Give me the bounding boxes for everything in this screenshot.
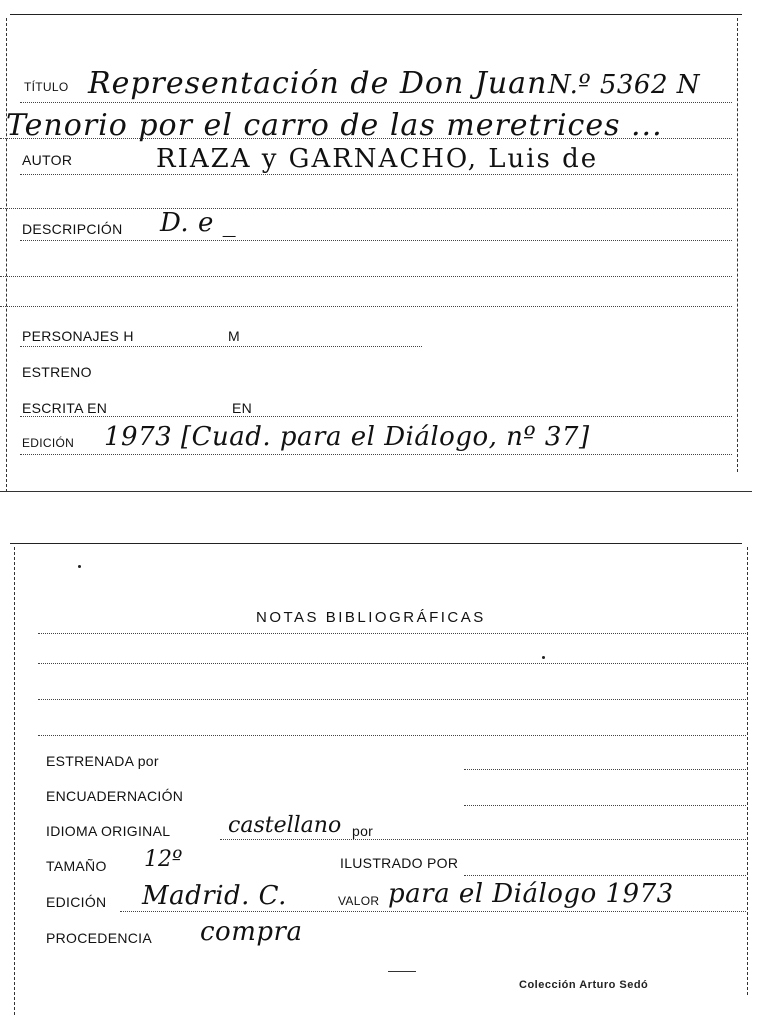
catalog-card-bottom xyxy=(0,543,752,1015)
procedencia-label: PROCEDENCIA xyxy=(46,930,152,946)
rule-autor xyxy=(20,174,732,175)
rule-estrenada xyxy=(464,769,746,770)
por-label: por xyxy=(352,823,374,839)
edicion-value: Madrid. C. xyxy=(142,881,287,911)
rule-titulo xyxy=(20,102,732,103)
rule-notas-1 xyxy=(38,633,746,634)
en-label: EN xyxy=(232,400,253,416)
estreno-label: ESTRENO xyxy=(22,364,92,380)
card-left-edge xyxy=(14,547,15,1015)
ink-speck xyxy=(542,656,545,659)
valor-label: VALOR xyxy=(338,894,380,908)
pen-stroke xyxy=(388,971,416,972)
collection-stamp: Colección Arturo Sedó xyxy=(519,979,649,991)
catalog-number: N.º 5362 N xyxy=(548,70,701,100)
rule-descripcion xyxy=(20,240,732,241)
edicion-label: EDICIÓN xyxy=(46,894,107,910)
valor-value: para el Diálogo 1973 xyxy=(388,879,674,909)
card-left-edge xyxy=(6,18,7,492)
rule-edicion xyxy=(120,911,746,912)
personajes-m-label: M xyxy=(228,328,240,344)
autor-value: RIAZA y GARNACHO, Luis de xyxy=(156,144,599,174)
card-right-edge xyxy=(737,18,738,472)
rule-idioma xyxy=(220,839,746,840)
rule-blank-3 xyxy=(0,306,732,307)
card-top-edge xyxy=(10,14,742,15)
rule-edicion xyxy=(20,454,732,455)
ink-speck xyxy=(78,565,81,568)
edicion-label: EDICIÓN xyxy=(22,436,75,450)
rule-escrita xyxy=(20,416,732,417)
rule-notas-4 xyxy=(38,735,746,736)
edicion-value: 1973 [Cuad. para el Diálogo, nº 37] xyxy=(104,422,590,452)
notas-heading: NOTAS BIBLIOGRÁFICAS xyxy=(256,609,486,626)
rule-blank-2 xyxy=(0,276,732,277)
estrenada-label: ESTRENADA por xyxy=(46,753,159,769)
rule-tamano xyxy=(464,875,746,876)
rule-notas-3 xyxy=(38,699,746,700)
encuadernacion-label: ENCUADERNACIÓN xyxy=(46,788,184,804)
titulo-label: TÍTULO xyxy=(24,80,69,94)
rule-blank-1 xyxy=(0,208,732,209)
tamano-label: TAMAÑO xyxy=(46,858,107,874)
personajes-h-label: PERSONAJES H xyxy=(22,328,134,344)
card-bottom-edge xyxy=(0,491,752,492)
escrita-en-label: ESCRITA EN xyxy=(22,400,108,416)
descripcion-value: D. e _ xyxy=(160,208,237,238)
descripcion-label: DESCRIPCIÓN xyxy=(22,221,123,237)
card-top-edge xyxy=(10,543,742,544)
rule-encuadernacion xyxy=(464,805,746,806)
procedencia-value: compra xyxy=(200,917,303,947)
titulo-value-line2: Tenorio por el carro de las meretrices ... xyxy=(6,108,663,143)
catalog-card-top xyxy=(0,14,752,492)
idioma-label: IDIOMA ORIGINAL xyxy=(46,823,171,839)
rule-notas-2 xyxy=(38,663,746,664)
idioma-value: castellano xyxy=(228,813,342,838)
titulo-value: Representación de Don Juan xyxy=(88,66,548,101)
autor-label: AUTOR xyxy=(22,152,73,168)
card-right-edge xyxy=(747,547,748,995)
ilustrado-label: ILUSTRADO POR xyxy=(340,855,459,871)
rule-personajes xyxy=(20,346,422,347)
tamano-value: 12º xyxy=(144,847,183,872)
